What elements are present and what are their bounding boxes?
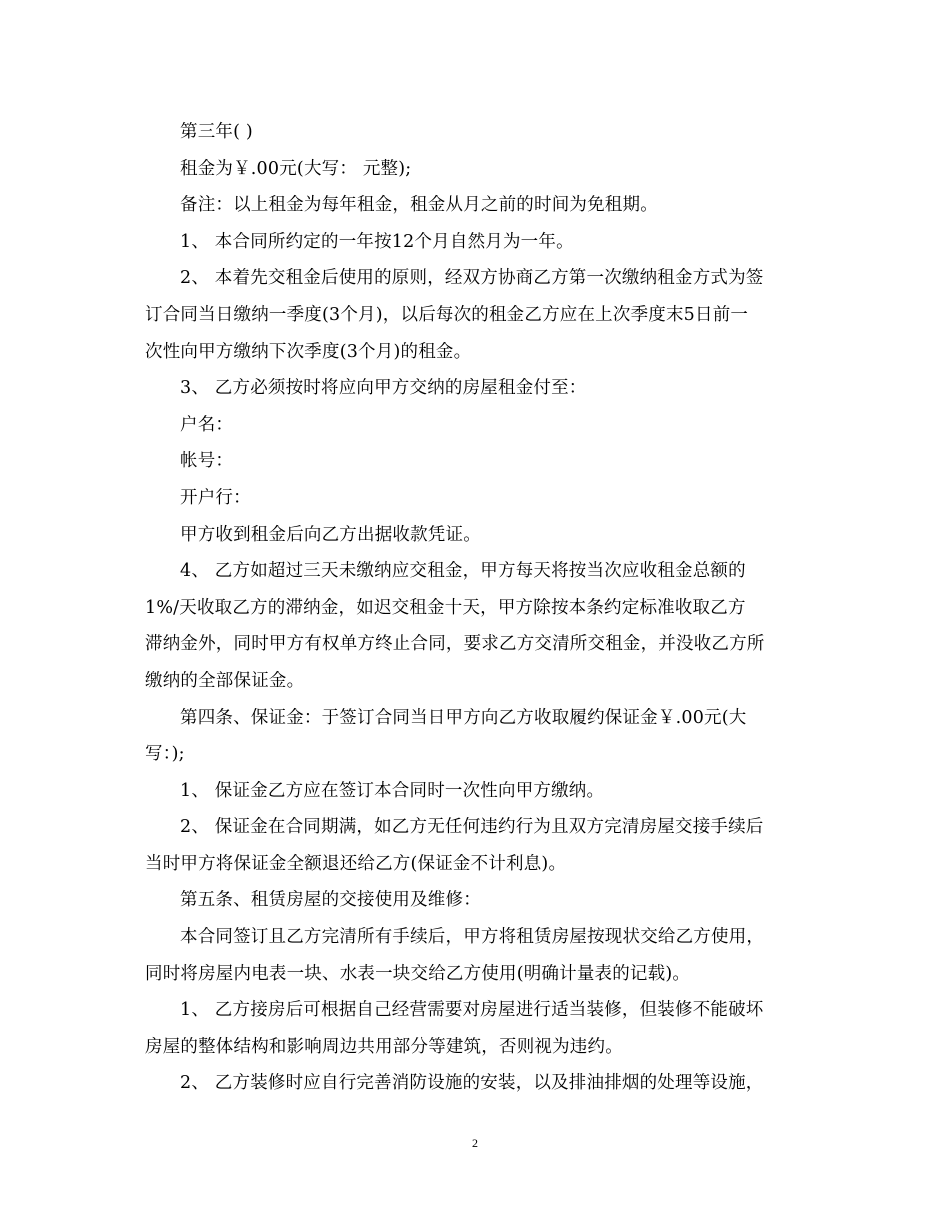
text-line: 帐号： (180, 451, 234, 472)
text-line: 1、 乙方接房后可根据自己经营需要对房屋进行适当装修，但装修不能破坏 (180, 1000, 764, 1021)
text-line: 1、 本合同所约定的一年按12个月自然月为一年。 (180, 231, 574, 252)
text-line: 3、 乙方必须按时将应向甲方交纳的房屋租金付至： (180, 378, 587, 399)
text-line: 户名： (180, 414, 234, 435)
text-line: 次性向甲方缴纳下次季度(3个月)的租金。 (145, 341, 472, 362)
text-line: 写：); (145, 744, 185, 765)
document-body (145, 114, 805, 1102)
text-line: 甲方收到租金后向乙方出据收款凭证。 (180, 524, 481, 545)
text-line: 订合同当日缴纳一季度(3个月)，以后每次的租金乙方应在上次季度末5日前一 (145, 304, 749, 325)
text-line: 开户行： (180, 487, 251, 508)
text-line: 滞纳金外，同时甲方有权单方终止合同，要求乙方交清所交租金，并没收乙方所 (145, 634, 765, 655)
text-line: 2、 乙方装修时应自行完善消防设施的安装，以及排油排烟的处理等设施， (180, 1073, 764, 1094)
text-line: 第三年( ) (180, 122, 253, 142)
text-line: 4、 乙方如超过三天未缴纳应交租金，甲方每天将按当次应收租金总额的 (180, 561, 746, 582)
text-line: 第五条、租赁房屋的交接使用及维修： (180, 890, 481, 911)
text-line: 2、 保证金在合同期满，如乙方无任何违约行为且双方完清房屋交接手续后 (180, 817, 764, 838)
text-line: 当时甲方将保证金全额退还给乙方(保证金不计利息)。 (145, 853, 567, 874)
page-number: 2 (472, 1136, 478, 1150)
text-line: 本合同签订且乙方完清所有手续后，甲方将租赁房屋按现状交给乙方使用， (180, 927, 765, 948)
text-line: 2、 本着先交租金后使用的原则，经双方协商乙方第一次缴纳租金方式为签 (180, 268, 764, 289)
text-line: 1%/天收取乙方的滞纳金，如迟交租金十天，甲方除按本条约定标准收取乙方 (145, 597, 746, 618)
text-line: 房屋的整体结构和影响周边共用部分等建筑，否则视为违约。 (145, 1036, 623, 1057)
text-line: 同时将房屋内电表一块、水表一块交给乙方使用(明确计量表的记载)。 (145, 963, 691, 984)
text-line: 备注：以上租金为每年租金，租金从月之前的时间为免租期。 (180, 195, 658, 216)
text-line: 1、 保证金乙方应在签订本合同时一次性向甲方缴纳。 (180, 780, 605, 801)
text-line: 缴纳的全部保证金。 (145, 670, 305, 691)
text-line: 第四条、保证金：于签订合同当日甲方向乙方收取履约保证金￥.00元(大 (180, 707, 747, 728)
text-line: 租金为￥.00元(大写： 元整); (180, 158, 412, 179)
